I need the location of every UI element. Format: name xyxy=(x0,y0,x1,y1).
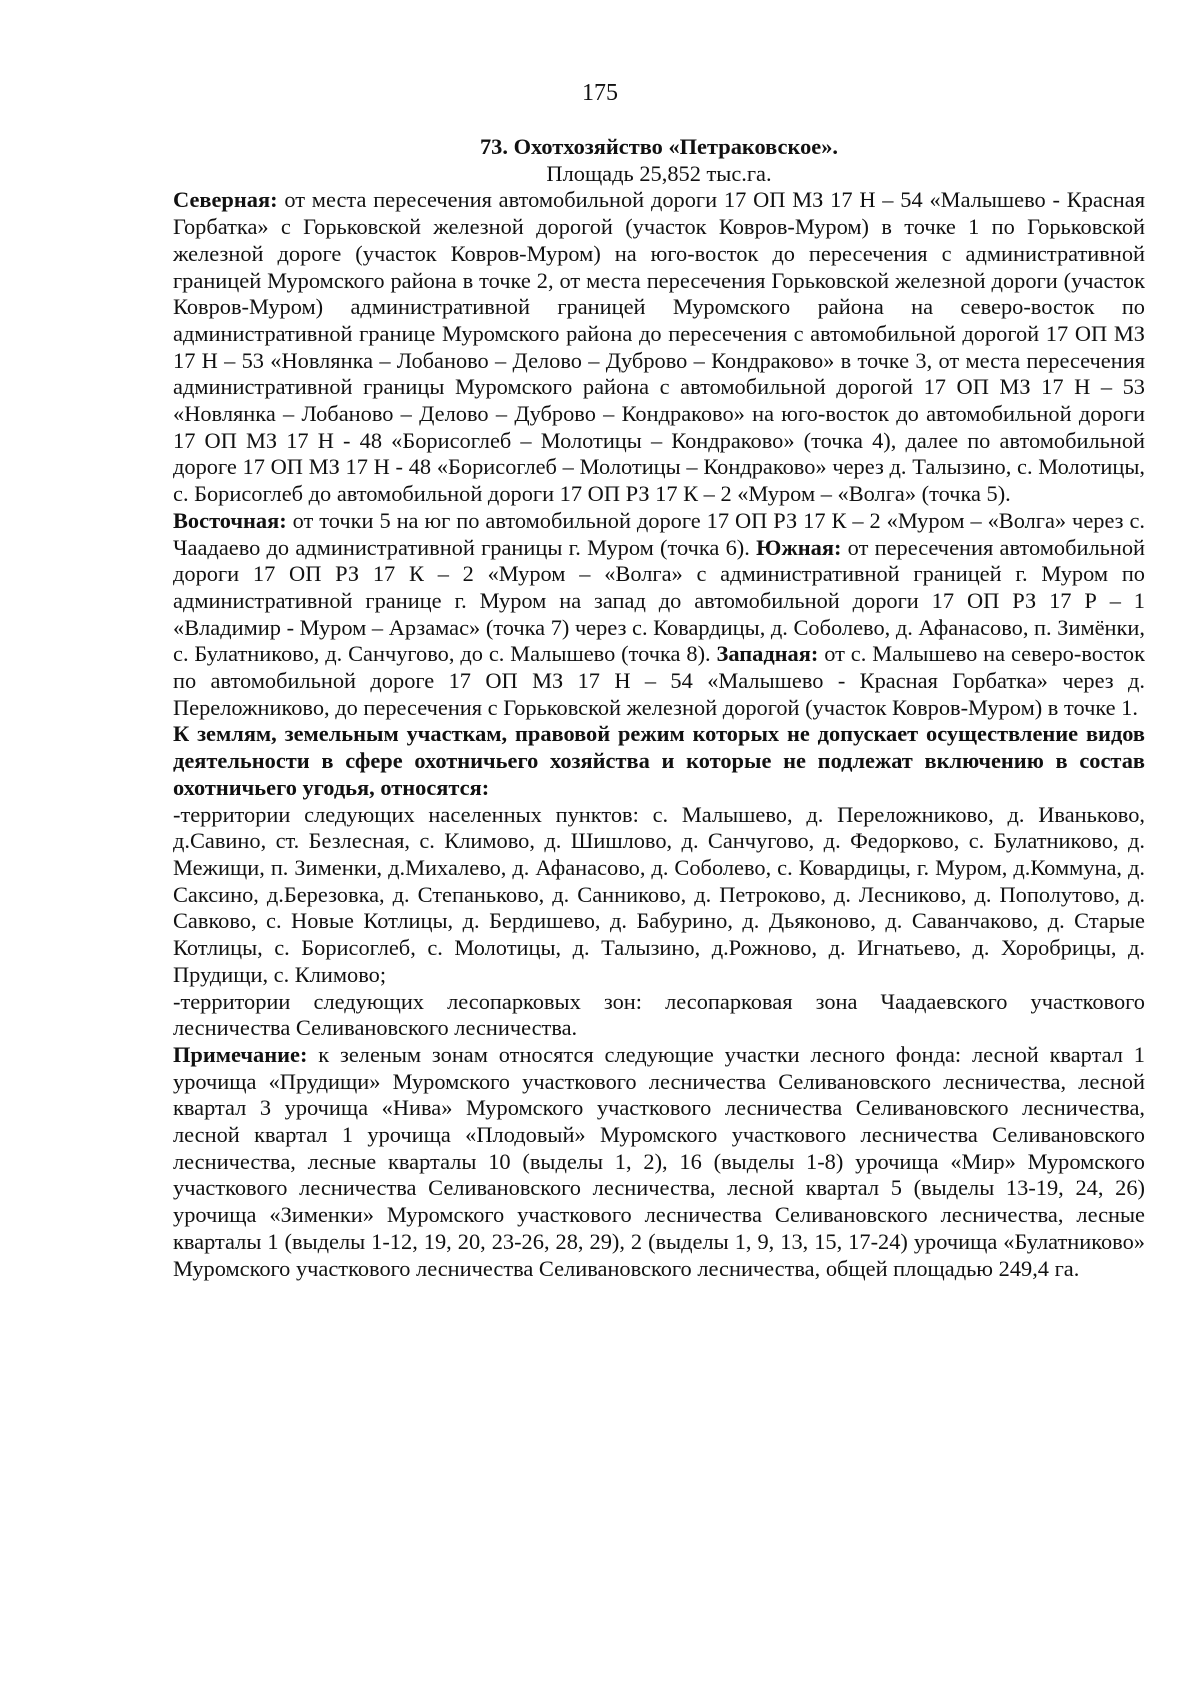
section-title: 73. Охотхозяйство «Петраковское». xyxy=(479,134,838,159)
note-text: к зеленым зонам относятся следующие участки лесного фонда: лесной квартал 1 урочища «Прудищи» Муромского участкового лесничества Селивановского лесничества, лесной квартал 3 урочища «Нива» Муромского участкового лесничества Селивановского лесничества, лесной квартал 1 урочища «Плодовый» Муромского участкового лесничества Селивановского лесничества, лесные кварталы 10 (выделы 1, 2), 16 (выделы 1-8) урочища «Мир» Муромского участкового лесничества Селивановского лесничества, лесной квартал 5 (выделы 13-19, 24, 26) урочища «Зименки» Муромского участкового лесничества Селивановского лесничества, лесные кварталы 1 (выделы 1-12, 19, 20, 23-26, 28, 29), 2 (выделы 1, 9, 13, 15, 17-24) урочища «Булатниково» Муромского участкового лесничества Селивановского лесничества, общей площадью 249,4 га. xyxy=(173,1041,1145,1281)
excluded-forest-parks: -территории следующих лесопарковых зон: лесопарковая зона Чаадаевского участкового лесничества Селивановского лесничества. xyxy=(173,988,1145,1041)
north-border-text: от места пересечения автомобильной дороги 17 ОП МЗ 17 Н – 54 «Малышево - Красная Горбатка» с Горьковской железной дорогой (участок Ковров-Муром) в точке 1 по Горьковской железной дороге (участок Ковров-Муром) на юго-восток до пересечения с административной границей Муромского района в точке 2, от места пересечения Горьковской железной дороги (участок Ковров-Муром) административной границей Муромского района на северо-восток по административной границе Муромского района до пересечения с автомобильной дорогой 17 ОП МЗ 17 Н – 53 «Новлянка – Лобаново – Делово – Дуброво – Кондраково» в точке 3, от места пересечения административной границы Муромского района с автомобильной дорогой 17 ОП МЗ 17 Н – 53 «Новлянка – Лобаново – Делово – Дуброво – Кондраково» на юго-восток до автомобильной дороги 17 ОП МЗ 17 Н - 48 «Борисоглеб – Молотицы – Кондраково» (точка 4), далее по автомобильной дороге 17 ОП МЗ 17 Н - 48 «Борисоглеб – Молотицы – Кондраково» через д. Талызино, с. Молотицы, с. Борисоглеб до автомобильной дороги 17 ОП РЗ 17 К – 2 «Муром – «Волга» (точка 5). xyxy=(173,187,1145,507)
south-border-text: от пересечения автомобильной дороги 17 ОП РЗ 17 К – 2 «Муром – «Волга» с административной границей г. Муром по административной границе г. Муром на запад до автомобильной дороги 17 ОП РЗ 17 Р – 1 «Владимир - Муром – Арзамас» (точка 7) через с. Ковардицы, д. Соболево, д. Афанасово, п. Зимёнки, с. Булатниково, д. Санчугово, до с. Малышево (точка 8). xyxy=(173,534,1146,667)
east-border-label: Восточная: xyxy=(173,507,287,533)
south-border-label: Южная: xyxy=(756,534,842,560)
note-paragraph xyxy=(173,1042,1145,1282)
borders-paragraph-east-south-west xyxy=(173,508,1145,722)
north-border-label: Северная: xyxy=(173,187,278,213)
area-line: Площадь 25,852 тыс.га. xyxy=(546,160,772,186)
note-label: Примечание: xyxy=(173,1041,308,1067)
page-number: 175 xyxy=(582,80,618,106)
document-body xyxy=(173,134,1145,1282)
borders-paragraph-north xyxy=(173,187,1145,507)
west-border-text: от с. Малышево на северо-восток по автомобильной дороге 17 ОП МЗ 17 Н – 54 «Малышево - Красная Горбатка» через д. Переложниково, до пересечения с Горьковской железной дорогой (участок Ковров-Муром) в точке 1. xyxy=(173,641,1146,720)
east-border-text: от точки 5 на юг по автомобильной дороге 17 ОП РЗ 17 К – 2 «Муром – «Волга» через с. Чаадаево до административной границы г. Муром (точка 6). xyxy=(173,507,1145,560)
excluded-settlements: -территории следующих населенных пунктов: с. Малышево, д. Переложниково, д. Иваньково, д.Савино, ст. Безлесная, с. Климово, д. Шишлово, д. Санчугово, д. Федорково, с. Булатниково, д. Межищи, п. Зименки, д.Михалево, д. Афанасово, д. Соболево, с. Ковардицы, г. Муром, д.Коммуна, д. Саксино, д.Березовка, д. Степаньково, д. Санниково, д. Петроково, д. Лесниково, д. Пополутово, д. Савково, с. Новые Котлицы, д. Бердишево, д. Бабурино, д. Дьяконово, д. Саванчаково, д. Старые Котлицы, с. Борисоглеб, с. Молотицы, д. Талызино, д.Рожново, д. Игнатьево, д. Хоробрицы, д. Прудищи, с. Климово; xyxy=(173,801,1145,987)
west-border-label: Западная: xyxy=(716,641,819,667)
exclusions-heading: К землям, земельным участкам, правовой режим которых не допускает осуществление видов деятельности в сфере охотничьего хозяйства и которые не подлежат включению в состав охотничьего угодья, относятся: xyxy=(173,721,1145,800)
